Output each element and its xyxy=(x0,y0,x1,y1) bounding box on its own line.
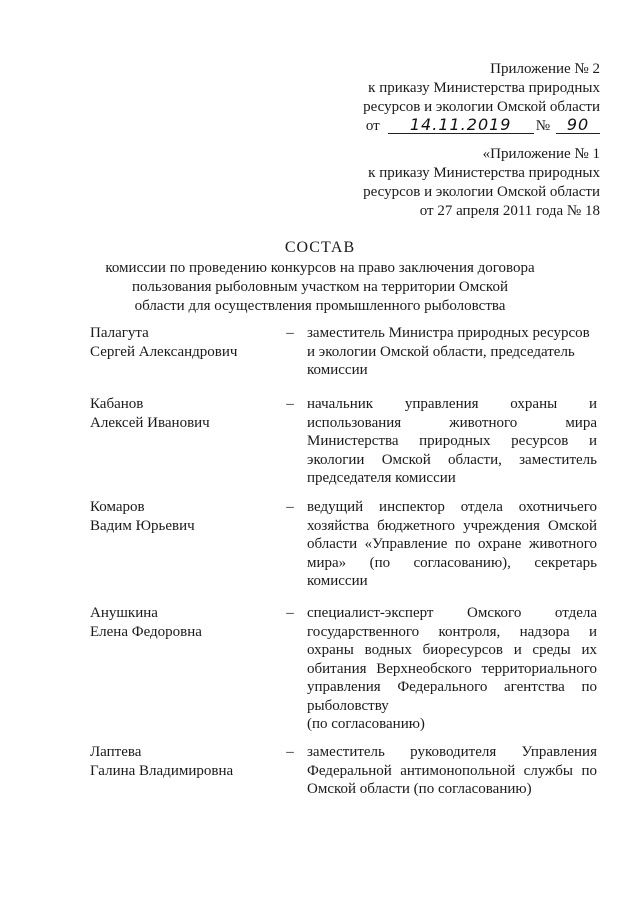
role-line: Федеральной антимонопольной службы по xyxy=(307,762,597,779)
role-line: использования животного мира xyxy=(307,414,597,431)
appendix-1-ministry-line: ресурсов и экологии Омской области xyxy=(363,184,600,200)
role-line: заместитель руководителя Управления xyxy=(307,744,597,760)
member-given-names: Алексей Иванович xyxy=(90,414,210,431)
handwritten-number: 90 xyxy=(556,117,600,134)
role-line: Омской области (по согласованию) xyxy=(307,781,532,797)
appendix-2-date-line xyxy=(363,117,600,136)
role-line: комиссии xyxy=(307,573,368,589)
role-line: начальник управления охраны и xyxy=(307,396,597,412)
member-name xyxy=(90,498,280,535)
role-line: области «Управление по охране животного xyxy=(307,536,597,552)
heading-line-2: пользования рыболовным участком на территории Омской xyxy=(132,279,508,295)
appendix-1-header xyxy=(363,145,600,221)
role-line: специалист-эксперт Омского отдела xyxy=(307,605,597,621)
role-line: мира» (по согласованию), секретарь xyxy=(307,554,597,571)
member-surname: Комаров xyxy=(90,499,145,515)
member-surname: Анушкина xyxy=(90,605,158,621)
role-line: заместитель Министра природных ресурсов xyxy=(307,325,590,341)
role-line: Министерства природных ресурсов и xyxy=(307,433,597,449)
member-name xyxy=(90,324,280,361)
number-label: № xyxy=(535,118,550,134)
heading-title: СОСТАВ xyxy=(284,239,356,256)
member-dash: – xyxy=(286,499,294,515)
role-line: и экологии Омской области, председатель xyxy=(307,343,575,360)
member-given-names: Елена Федоровна xyxy=(90,623,202,640)
appendix-2-header xyxy=(363,60,600,136)
member-surname: Палагута xyxy=(90,325,149,341)
member-dash: – xyxy=(286,325,294,341)
handwritten-date: 14.11.2019 xyxy=(388,117,534,134)
role-line: комиссии xyxy=(307,362,368,378)
appendix-1-order-line: к приказу Министерства природных xyxy=(368,165,600,181)
member-role xyxy=(307,324,597,380)
appendix-1-date-line: от 27 апреля 2011 года № 18 xyxy=(419,203,600,219)
role-line: экологии Омской области, заместитель xyxy=(307,451,597,468)
appendix-2-title: Приложение № 2 xyxy=(490,61,600,77)
member-given-names: Галина Владимировна xyxy=(90,762,234,779)
appendix-2-ministry-line: ресурсов и экологии Омской области xyxy=(363,99,600,115)
appendix-1-title: «Приложение № 1 xyxy=(482,146,600,162)
member-role xyxy=(307,395,597,488)
role-line: рыболовству xyxy=(307,697,389,714)
member-name xyxy=(90,743,280,780)
member-role xyxy=(307,743,597,799)
member-surname: Лаптева xyxy=(90,744,142,760)
role-line: государственного контроля, надзора и xyxy=(307,623,597,640)
role-line: охраны водных биоресурсов и среды их xyxy=(307,642,597,658)
member-dash: – xyxy=(286,396,294,412)
member-dash: – xyxy=(286,605,294,621)
role-line: управления Федерального агентства по xyxy=(307,679,597,695)
role-line: (по согласованию) xyxy=(307,716,425,732)
member-given-names: Вадим Юрьевич xyxy=(90,517,195,534)
member-role xyxy=(307,498,597,591)
role-line: хозяйства бюджетного учреждения Омской xyxy=(307,517,597,534)
heading-line-1: комиссии по проведению конкурсов на право заключения договора xyxy=(105,260,535,276)
appendix-2-order-line: к приказу Министерства природных xyxy=(368,80,600,96)
role-line: председателя комиссии xyxy=(307,470,456,486)
member-dash: – xyxy=(286,744,294,760)
member-given-names: Сергей Александрович xyxy=(90,343,238,360)
member-name xyxy=(90,395,280,432)
document-heading xyxy=(100,238,540,316)
role-line: ведущий инспектор отдела охотничьего xyxy=(307,499,597,515)
member-name xyxy=(90,604,280,641)
member-surname: Кабанов xyxy=(90,396,144,412)
role-line: обитания Верхнеобского территориального xyxy=(307,660,597,677)
heading-line-3: области для осуществления промышленного рыболовства xyxy=(134,298,506,314)
from-label: от xyxy=(365,118,380,134)
member-role xyxy=(307,604,597,734)
